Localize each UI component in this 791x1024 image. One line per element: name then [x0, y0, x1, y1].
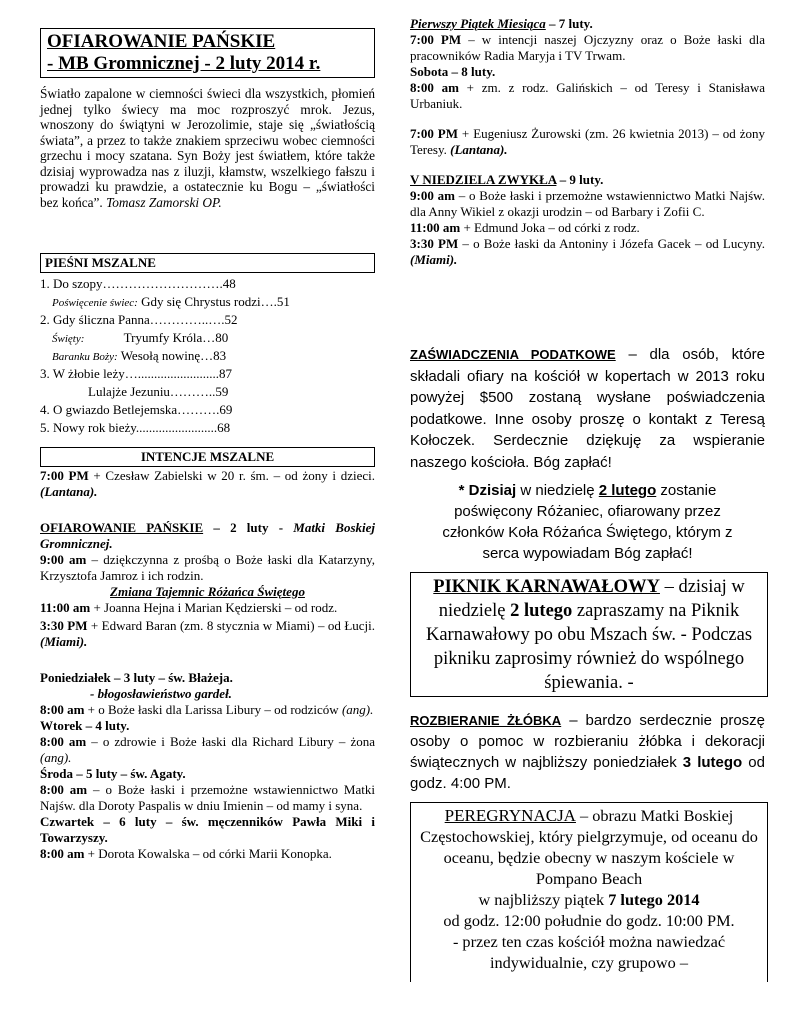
intro-paragraph: Światło zapalone w ciemności świeci dla wszystkich, płomień jednej tylko świecy ma moc rozproszyć mrok. Jezus, wnoszony do świątyni w Jerozolimie, staje się „światłością świata”, a przez to także znakiem sprzeciwu wobec ciemności grzechu i mocy szatana. Syn Boży jest światłem, które także dzisiaj wyprowadza nas z iluzji, kłamstw, wszelkiego fałszu i prowadzi ku prawdzie, a ostatecznie ku Bogu – „światłości bez końca”. Tomasz Zamorski OP. [40, 86, 375, 210]
song-row: Lulajże Jezuniu………..59 [88, 384, 229, 399]
monday-sub: - błogosławieństwo gardeł. [90, 686, 232, 701]
intention-saturday-1: 8:00 am + zm. z rodz. Galińskich – od Teresy i Stanisława Urbaniuk. [410, 80, 765, 111]
song-row: 2. Gdy śliczna Panna…………..….52 [40, 312, 238, 327]
intention-saturday: 7:00 PM + Czesław Zabielski w 20 r. śm. – od żony i dzieci. (Lantana). [40, 468, 375, 499]
right-intentions [410, 16, 765, 268]
intention-v-sunday-3: 3:30 PM – o Boże łaski da Antoniny i Józefa Gacek – od Lucyny. (Miami). [410, 236, 765, 267]
intention-tuesday: 8:00 am – o zdrowie i Boże łaski dla Richard Libury – żona (ang). [40, 734, 375, 765]
song-row: 5. Nowy rok bieży.........................68 [40, 420, 231, 435]
intention-v-sunday-2: 11:00 am + Edmund Joka – od córki z rodz. [410, 220, 640, 235]
song-row: 1. Do szopy……………………….48 [40, 276, 236, 291]
intention-sunday-1: 9:00 am – dziękczynna z prośbą o Boże łaski dla Katarzyny, Krzysztofa Jamroz i ich rodzin. [40, 552, 375, 583]
song-row: 4. O gwiazdo Betlejemska……….69 [40, 402, 233, 417]
wednesday-heading: Środa – 5 luty – św. Agaty. [40, 766, 186, 781]
crib-notice: ROZBIERANIE ŻŁÓBKA – bardzo serdecznie proszę osoby o pomoc w rozbieraniu żłóbka i dekoracji świątecznych w najbliższy poniedziałek 3 lutego od godz. 4:00 PM. [410, 712, 765, 792]
page-subtitle: - MB Gromnicznej - 2 luty 2014 r. [47, 53, 321, 74]
tuesday-heading: Wtorek – 4 luty. [40, 718, 130, 733]
songs-header: PIEŚNI MSZALNE [40, 253, 375, 273]
rosary-notice: * Dzisiaj w niedzielę 2 lutego zostanie poświęcony Różaniec, ofiarowany przez członków Koła Różańca Świętego, którym z serca wypowiadam Bóg zapłać! [442, 482, 733, 562]
intention-thursday: 8:00 am + Dorota Kowalska – od córki Marii Konopka. [40, 846, 332, 861]
intention-sunday-2: 11:00 am + Joanna Hejna i Marian Kędzierski – od rodz. [40, 600, 338, 615]
friday-heading: Pierwszy Piątek Miesiąca – 7 luty. [410, 16, 593, 31]
monday-heading: Poniedziałek – 3 luty – św. Błażeja. [40, 670, 233, 685]
intention-monday: 8:00 am + o Boże łaski dla Larissa Libury – od rodziców (ang). [40, 702, 374, 717]
intention-v-sunday-1: 9:00 am – o Boże łaski i przemożne wstawiennictwo Matki Najśw. dla Anny Wikiel z okazji urodzin – od Barbary i Zofii C. [410, 188, 765, 219]
intentions-header: INTENCJE MSZALNE [40, 447, 375, 467]
thursday-heading: Czwartek – 6 luty – św. męczenników Pawła Miki i Towarzyszy. [40, 814, 375, 845]
intro-author: Tomasz Zamorski OP. [106, 194, 222, 210]
intention-wednesday: 8:00 am – o Boże łaski i przemożne wstawiennictwo Matki Najśw. dla Doroty Paspalis w dniu Imienin – od mamy i syna. [40, 782, 375, 813]
song-row: Święty: Tryumfy Króla…80 [52, 330, 229, 345]
intentions-list [40, 468, 375, 862]
rosary-change: Zmiana Tajemnic Różańca Świętego [110, 584, 305, 599]
picnic-box: PIKNIK KARNAWAŁOWY – dzisiaj w niedzielę 2 lutego zapraszamy na Piknik Karnawałowy po obu Mszach św. - Podczas pikniku zaprosimy również do wspólnego śpiewania. - [410, 572, 768, 697]
title-box [40, 28, 375, 78]
intention-sunday-3: 3:30 PM + Edward Baran (zm. 8 stycznia w Miami) – od Łucji. (Miami). [40, 618, 376, 649]
pilgrimage-box: PEREGRYNACJA – obrazu Matki Boskiej Częstochowskiej, który pielgrzymuje, od oceanu do oceanu, będzie obecny w naszym kościele w Pompano Beach w najbliższy piątek 7 lutego 2014 od godz. 12:00 południe do godz. 10:00 PM. - przez ten czas kościół można nawiedzać indywidualnie, czy grupowo – [410, 802, 768, 982]
saturday-heading: Sobota – 8 luty. [410, 64, 496, 79]
page-title: OFIAROWANIE PAŃSKIE [47, 31, 276, 52]
tax-notice: ZAŚWIADCZENIA PODATKOWE – dla osób, które składali ofiary na kościół w kopertach w 2013 roku powyżej $500 zostaną wysłane poświadczenia podatkowe. Inne osoby proszę o kontakt z Teresą Kołoczek. Serdecznie dziękuję za wspieranie naszego kościoła. Bóg zapłać! [410, 346, 766, 471]
intention-saturday-2: 7:00 PM + Eugeniusz Żurowski (zm. 26 kwietnia 2013) – od żony Teresy. (Lantana). [410, 126, 765, 157]
sunday-heading: V NIEDZIELA ZWYKŁA – 9 luty. [410, 172, 604, 187]
songs-list [40, 276, 375, 438]
song-row: 3. W żłobie leży….........................87 [40, 366, 232, 381]
intention-friday: 7:00 PM – w intencji naszej Ojczyzny oraz o Boże łaski dla pracowników Radia Maryja i TV Trwam. [410, 32, 766, 63]
song-row: Poświęcenie świec: Gdy się Chrystus rodzi….51 [52, 294, 290, 309]
song-row: Baranku Boży: Wesołą nowinę…83 [52, 348, 227, 363]
feast-heading: OFIAROWANIE PAŃSKIE – 2 luty - Matki Boskiej Gromnicznej. [40, 520, 375, 551]
